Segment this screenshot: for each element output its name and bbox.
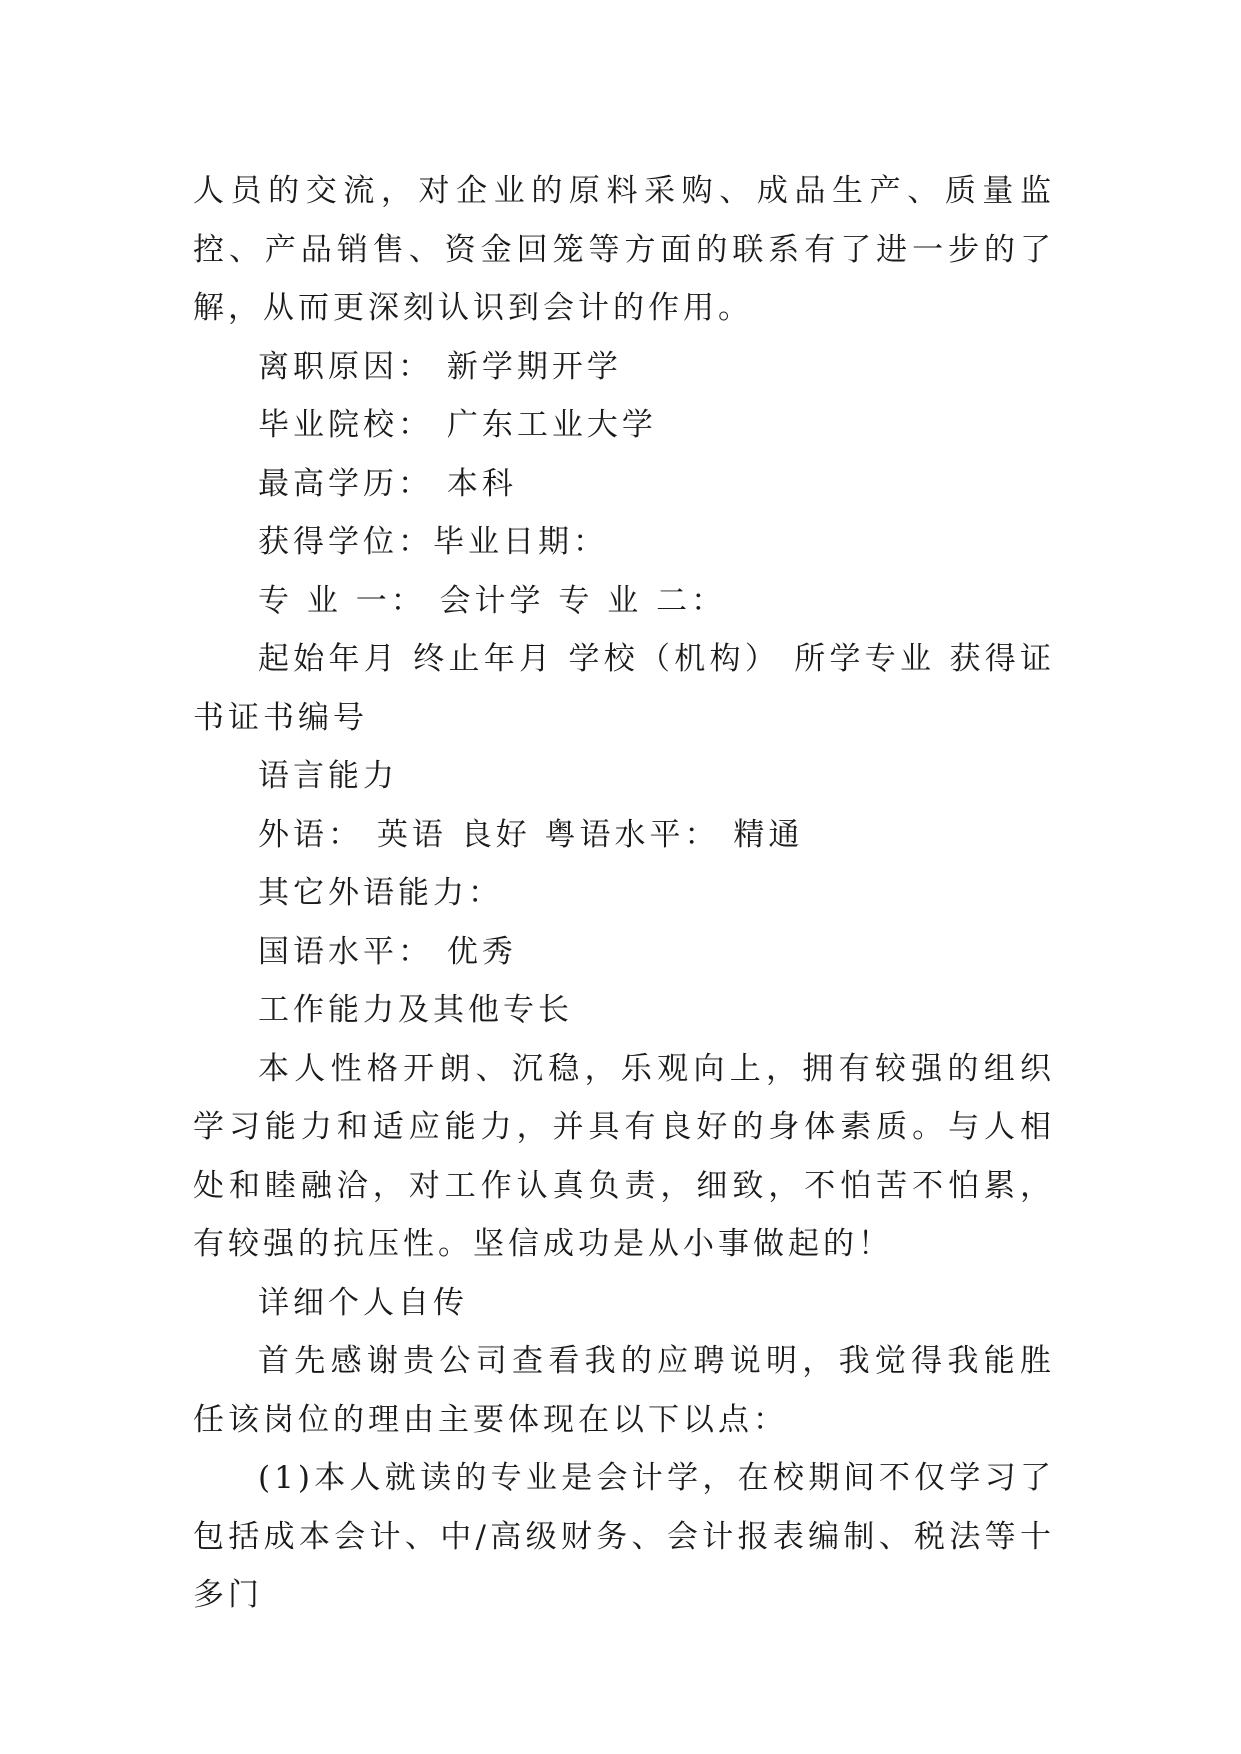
thanks-paragraph: 首先感谢贵公司查看我的应聘说明，我觉得我能胜任该岗位的理由主要体现在以下以点： (193, 1343, 1055, 1438)
point-one-paragraph: (1)本人就读的专业是会计学，在校期间不仅学习了包括成本会计、中/高级财务、会计报表编制、税法等十多门 (193, 1460, 1055, 1613)
other-language-line: 其它外语能力： (258, 875, 503, 911)
foreign-language-line: 外语： 英语 良好 粤语水平： 精通 (258, 816, 804, 853)
language-heading: 语言能力 (258, 758, 398, 794)
education-line: 最高学历： 本科 (258, 465, 517, 502)
autobiography-heading: 详细个人自传 (258, 1284, 468, 1321)
skills-heading: 工作能力及其他专长 (258, 992, 573, 1028)
school-line: 毕业院校： 广东工业大学 (258, 407, 657, 443)
mandarin-line: 国语水平： 优秀 (258, 933, 517, 970)
degree-line: 获得学位：毕业日期： (258, 524, 608, 560)
personality-paragraph: 本人性格开朗、沉稳，乐观向上，拥有较强的组织学习能力和适应能力，并具有良好的身体素质。与人相处和睦融洽，对工作认真负责，细致，不怕苦不怕累，有较强的抗压性。坚信成功是从小事做起的！ (193, 1050, 1055, 1262)
leave-reason-line: 离职原因： 新学期开学 (258, 348, 622, 385)
paragraph-continuation: 人员的交流，对企业的原料采购、成品生产、质量监控、产品销售、资金回笼等方面的联系有了进一步的了解，从而更深刻认识到会计的作用。 (193, 173, 1055, 326)
education-columns-line: 起始年月 终止年月 学校（机构） 所学专业 获得证书证书编号 (193, 641, 1055, 736)
major-line: 专 业 一： 会计学 专 业 二： (258, 582, 727, 619)
document-body (193, 162, 1055, 1625)
